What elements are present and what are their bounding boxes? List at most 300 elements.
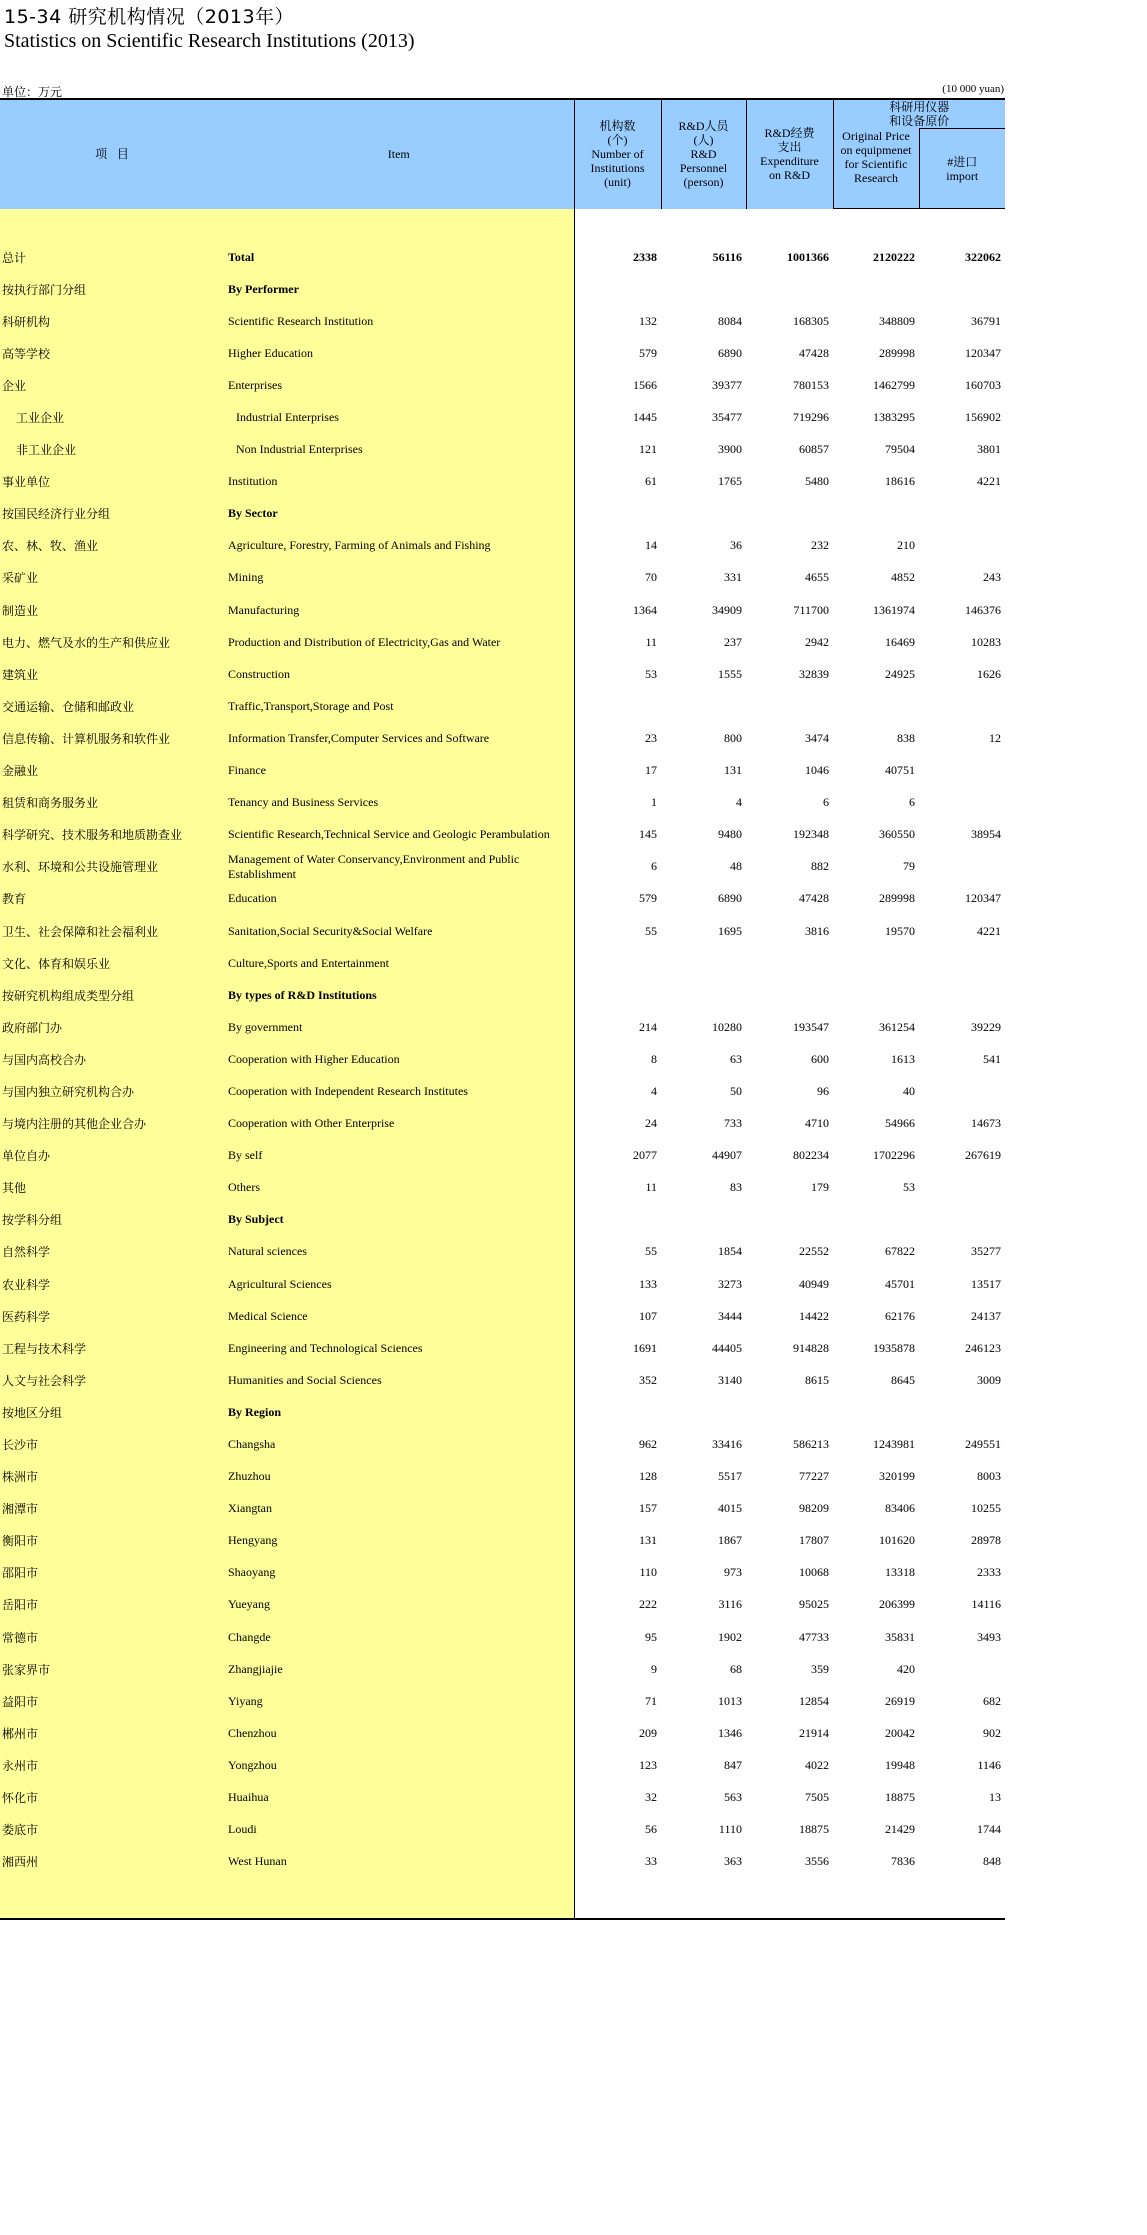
header-rd-expenditure-line: Expenditure [760,154,819,169]
equipment-price-cell: 18616 [885,474,915,489]
institutions-cell: 70 [574,562,661,594]
table-row [0,1075,1005,1107]
import-cell: 541 [983,1051,1002,1066]
row-label-en: Yiyang [224,1685,574,1717]
row-label-cn: 其他 [0,1172,224,1204]
import-cell: 35277 [971,1244,1002,1259]
row-label-en: Culture,Sports and Entertainment [224,947,574,979]
table-row [0,1782,1005,1814]
rd-personnel-cell: 56116 [712,249,742,264]
import-cell: 4221 [977,474,1002,489]
row-label-en: Medical Science [224,1300,574,1332]
import-cell: 848 [983,1854,1002,1869]
row-label-en: Enterprises [224,369,574,401]
rd-expenditure-cell: 3474 [805,730,829,745]
table-row [0,1525,1005,1557]
table-row [0,947,1005,979]
institutions-cell: 56 [574,1814,661,1846]
table-row [0,1621,1005,1653]
row-label-en: Manufacturing [224,594,574,626]
institutions-cell: 579 [574,883,661,915]
rd-expenditure-cell: 3556 [805,1854,829,1869]
rd-expenditure-cell: 359 [811,1661,829,1676]
rd-personnel-cell: 1346 [718,1725,742,1740]
rd-personnel-cell: 733 [724,1116,742,1131]
row-label-en: Changsha [224,1428,574,1460]
institutions-cell [574,979,661,1011]
header-rd-expenditure [746,99,833,209]
institutions-cell: 53 [574,658,661,690]
institutions-cell: 123 [574,1749,661,1781]
row-label-cn: 医药科学 [0,1300,224,1332]
table-row [0,1172,1005,1204]
rd-expenditure-cell: 47428 [799,345,829,360]
rd-personnel-cell: 363 [724,1854,742,1869]
row-label-cn: 政府部门办 [0,1011,224,1043]
header-equipment-price-line: 科研用仪器 [889,100,950,114]
rd-expenditure-cell: 1046 [805,763,829,778]
rd-expenditure-cell [746,273,833,305]
institutions-cell: 132 [574,305,661,337]
row-label-cn: 与国内高校合办 [0,1043,224,1075]
header-import-line: import [946,168,979,183]
institutions-cell: 579 [574,337,661,369]
row-label-cn: 湘西州 [0,1846,224,1878]
import-cell: 13 [989,1790,1002,1805]
header-rd-personnel-line: (person) [683,175,724,190]
row-label-cn: 交通运输、仓储和邮政业 [0,690,224,722]
import-cell [919,755,1005,787]
row-label-cn: 电力、燃气及水的生产和供应业 [0,626,224,658]
equipment-price-cell: 20042 [885,1725,915,1740]
row-label-en: By Region [224,1396,574,1428]
institutions-cell: 11 [574,1172,661,1204]
rd-personnel-cell: 83 [730,1180,742,1195]
institutions-cell: 17 [574,755,661,787]
rd-personnel-cell: 3116 [718,1597,742,1612]
import-cell: 24137 [971,1308,1002,1323]
table-row [0,1140,1005,1172]
import-cell: 1146 [977,1757,1002,1772]
equipment-price-cell: 1243981 [873,1437,915,1452]
header-rd-personnel-line: R&D [690,147,717,162]
institutions-cell: 222 [574,1589,661,1621]
row-label-cn: 与境内注册的其他企业合办 [0,1108,224,1140]
row-label-cn: 科学研究、技术服务和地质勘查业 [0,819,224,851]
spacer-row [0,1878,1005,1919]
row-label-cn: 采矿业 [0,562,224,594]
equipment-price-cell: 24925 [885,666,915,681]
rd-expenditure-cell: 47428 [799,891,829,906]
row-label-cn: 卫生、社会保障和社会福利业 [0,915,224,947]
rd-expenditure-cell: 1001366 [787,249,829,264]
rd-expenditure-cell: 32839 [799,666,829,681]
institutions-cell: 33 [574,1846,661,1878]
row-label-cn: 与国内独立研究机构合办 [0,1075,224,1107]
institutions-cell: 2338 [574,241,661,273]
header-institutions-line: (个) [607,133,628,148]
spacer-row [0,209,1005,242]
institutions-cell: 1 [574,787,661,819]
rd-personnel-cell: 44405 [712,1340,742,1355]
rd-expenditure-cell: 914828 [793,1340,829,1355]
rd-personnel-cell: 563 [724,1790,742,1805]
rd-expenditure-cell: 7505 [805,1790,829,1805]
row-label-cn: 水利、环境和公共设施管理业 [0,851,224,883]
row-label-cn: 常德市 [0,1621,224,1653]
rd-expenditure-cell: 60857 [799,442,829,457]
rd-expenditure-cell: 719296 [793,410,829,425]
institutions-cell: 2077 [574,1140,661,1172]
row-label-en: By self [224,1140,574,1172]
rd-expenditure-cell: 10068 [799,1565,829,1580]
import-cell [919,1653,1005,1685]
institutions-cell [574,273,661,305]
import-cell: 146376 [965,602,1002,617]
row-label-en: By types of R&D Institutions [224,979,574,1011]
rd-expenditure-cell: 802234 [793,1148,829,1163]
row-label-cn: 科研机构 [0,305,224,337]
row-label-en: Management of Water Conservancy,Environment and Public Establishment [224,851,574,883]
table-row [0,626,1005,658]
import-cell: 3801 [977,442,1002,457]
row-label-cn: 长沙市 [0,1428,224,1460]
institutions-cell: 32 [574,1782,661,1814]
rd-personnel-cell [661,947,746,979]
row-label-en: Zhuzhou [224,1461,574,1493]
rd-personnel-cell: 237 [724,634,742,649]
table-title-cn: 15-34 研究机构情况（2013年） [4,6,295,28]
row-label-cn: 农业科学 [0,1268,224,1300]
row-label-en: Agricultural Sciences [224,1268,574,1300]
rd-expenditure-cell: 5480 [805,474,829,489]
rd-personnel-cell: 50 [730,1083,742,1098]
table-row [0,915,1005,947]
import-cell: 10255 [971,1501,1002,1516]
rd-personnel-cell: 1695 [718,923,742,938]
rd-personnel-cell: 8084 [718,313,742,328]
table-row [0,1108,1005,1140]
table-row [0,1814,1005,1846]
equipment-price-cell: 1935878 [873,1340,915,1355]
row-label-cn: 湘潭市 [0,1493,224,1525]
rd-personnel-cell: 1013 [718,1693,742,1708]
equipment-price-cell: 19570 [885,923,915,938]
equipment-price-cell: 2120222 [873,249,915,264]
equipment-price-cell: 8645 [891,1372,915,1387]
equipment-price-cell: 13318 [885,1565,915,1580]
equipment-price-cell: 16469 [885,634,915,649]
row-label-en: Institution [224,466,574,498]
equipment-price-cell: 420 [897,1661,915,1676]
rd-personnel-cell: 44907 [712,1148,742,1163]
import-cell [919,947,1005,979]
institutions-cell: 14 [574,530,661,562]
table-row [0,1717,1005,1749]
rd-expenditure-cell: 2942 [805,634,829,649]
rd-expenditure-cell [746,979,833,1011]
header-rd-personnel [661,99,746,209]
row-label-en: Traffic,Transport,Storage and Post [224,690,574,722]
row-label-cn: 企业 [0,369,224,401]
import-cell [919,1204,1005,1236]
institutions-cell: 128 [574,1461,661,1493]
rd-personnel-cell: 3900 [718,442,742,457]
import-cell [919,690,1005,722]
institutions-cell: 55 [574,915,661,947]
equipment-price-cell: 40 [903,1083,915,1098]
rd-expenditure-cell: 18875 [799,1822,829,1837]
table-row [0,979,1005,1011]
table-row [0,369,1005,401]
import-cell: 10283 [971,634,1002,649]
institutions-cell: 1691 [574,1332,661,1364]
rd-personnel-cell [661,498,746,530]
table-row [0,1364,1005,1396]
row-label-cn: 教育 [0,883,224,915]
equipment-price-cell: 1383295 [873,410,915,425]
equipment-price-cell: 83406 [885,1501,915,1516]
header-equipment-price-line: Research [854,170,898,185]
institutions-cell: 107 [574,1300,661,1332]
equipment-price-cell [833,947,919,979]
table-row [0,851,1005,883]
equipment-price-cell: 289998 [879,345,915,360]
row-label-cn: 按研究机构组成类型分组 [0,979,224,1011]
import-cell [919,1396,1005,1428]
row-label-en: West Hunan [224,1846,574,1878]
rd-personnel-cell: 63 [730,1051,742,1066]
table-row [0,1846,1005,1878]
row-label-cn: 岳阳市 [0,1589,224,1621]
institutions-cell: 962 [574,1428,661,1460]
equipment-price-cell: 6 [909,795,915,810]
equipment-price-cell: 206399 [879,1597,915,1612]
equipment-price-cell: 320199 [879,1469,915,1484]
rd-expenditure-cell: 22552 [799,1244,829,1259]
row-label-en: Scientific Research,Technical Service and Geologic Perambulation [224,819,574,851]
row-label-en: Finance [224,755,574,787]
rd-personnel-cell: 847 [724,1757,742,1772]
rd-personnel-cell: 331 [724,570,742,585]
rd-personnel-cell: 39377 [712,377,742,392]
rd-personnel-cell [661,979,746,1011]
row-label-cn: 建筑业 [0,658,224,690]
rd-expenditure-cell: 12854 [799,1693,829,1708]
row-label-en: Sanitation,Social Security&Social Welfare [224,915,574,947]
table-body [0,209,1005,1919]
rd-expenditure-cell: 40949 [799,1276,829,1291]
import-cell [919,273,1005,305]
row-label-cn: 单位自办 [0,1140,224,1172]
equipment-price-cell: 7836 [891,1854,915,1869]
equipment-price-cell: 26919 [885,1693,915,1708]
header-rd-expenditure-line: on R&D [768,168,810,183]
equipment-price-cell: 79504 [885,442,915,457]
rd-expenditure-cell: 600 [811,1051,829,1066]
table-row [0,466,1005,498]
institutions-cell: 145 [574,819,661,851]
rd-expenditure-cell [746,1204,833,1236]
row-label-en: Yongzhou [224,1749,574,1781]
row-label-en: Natural sciences [224,1236,574,1268]
rd-personnel-cell [661,273,746,305]
rd-expenditure-cell: 780153 [793,377,829,392]
import-cell: 682 [983,1693,1002,1708]
equipment-price-cell: 62176 [885,1308,915,1323]
rd-expenditure-cell: 77227 [799,1469,829,1484]
rd-expenditure-cell: 96 [817,1083,829,1098]
institutions-cell: 61 [574,466,661,498]
row-label-cn: 农、林、牧、渔业 [0,530,224,562]
import-cell: 322062 [965,249,1002,264]
row-label-en: Cooperation with Independent Research Institutes [224,1075,574,1107]
rd-expenditure-cell: 8615 [805,1372,829,1387]
equipment-price-cell: 838 [897,730,915,745]
rd-personnel-cell: 5517 [718,1469,742,1484]
header-equipment-price-line: 和设备原价 [889,114,950,128]
row-label-cn: 总计 [0,241,224,273]
institutions-cell [574,690,661,722]
rd-personnel-cell: 3140 [718,1372,742,1387]
table-row [0,530,1005,562]
table-row [0,1396,1005,1428]
institutions-cell: 8 [574,1043,661,1075]
table-row [0,1461,1005,1493]
rd-personnel-cell: 68 [730,1661,742,1676]
header-equipment-price-en [833,129,919,209]
equipment-price-cell: 289998 [879,891,915,906]
row-label-cn: 邵阳市 [0,1557,224,1589]
table-row [0,1268,1005,1300]
table-header [0,99,1005,209]
rd-personnel-cell: 33416 [712,1437,742,1452]
row-label-cn: 事业单位 [0,466,224,498]
institutions-cell: 133 [574,1268,661,1300]
header-item-en: Item [224,99,574,209]
equipment-price-cell [833,690,919,722]
row-label-en: Industrial Enterprises [224,401,574,433]
institutions-cell [574,947,661,979]
table-row [0,305,1005,337]
rd-expenditure-cell: 179 [811,1180,829,1195]
institutions-cell: 121 [574,434,661,466]
institutions-cell: 23 [574,722,661,754]
import-cell: 3493 [977,1629,1002,1644]
rd-expenditure-cell [746,1396,833,1428]
row-label-cn: 衡阳市 [0,1525,224,1557]
equipment-price-cell: 54966 [885,1116,915,1131]
row-label-cn: 金融业 [0,755,224,787]
row-label-en: By Performer [224,273,574,305]
institutions-cell [574,1204,661,1236]
institutions-cell: 24 [574,1108,661,1140]
row-label-en: Xiangtan [224,1493,574,1525]
header-import [919,129,1005,209]
row-label-en: Tenancy and Business Services [224,787,574,819]
row-label-cn: 工业企业 [0,401,224,433]
row-label-en: Higher Education [224,337,574,369]
row-label-cn: 怀化市 [0,1782,224,1814]
row-label-cn: 娄底市 [0,1814,224,1846]
institutions-cell: 6 [574,851,661,883]
row-label-en: Yueyang [224,1589,574,1621]
rd-personnel-cell: 3273 [718,1276,742,1291]
row-label-en: Information Transfer,Computer Services and Software [224,722,574,754]
table-row [0,1043,1005,1075]
equipment-price-cell: 101620 [879,1533,915,1548]
unit-label-cn: 单位：万元 [2,85,63,99]
equipment-price-cell: 67822 [885,1244,915,1259]
row-label-cn: 益阳市 [0,1685,224,1717]
row-label-cn: 张家界市 [0,1653,224,1685]
table-row [0,562,1005,594]
rd-personnel-cell: 131 [724,763,742,778]
import-cell: 1744 [977,1822,1002,1837]
equipment-price-cell: 45701 [885,1276,915,1291]
equipment-price-cell: 18875 [885,1790,915,1805]
import-cell: 39229 [971,1019,1002,1034]
rd-personnel-cell: 6890 [718,345,742,360]
rd-personnel-cell: 1110 [718,1822,742,1837]
import-cell [919,530,1005,562]
rd-personnel-cell [661,1396,746,1428]
equipment-price-cell [833,273,919,305]
row-label-en: Agriculture, Forestry, Farming of Animals and Fishing [224,530,574,562]
equipment-price-cell: 1613 [891,1051,915,1066]
row-label-cn: 按国民经济行业分组 [0,498,224,530]
table-row [0,498,1005,530]
import-cell: 156902 [965,410,1002,425]
table-row [0,1653,1005,1685]
row-label-en: Zhangjiajie [224,1653,574,1685]
import-cell: 14673 [971,1116,1002,1131]
import-cell [919,787,1005,819]
row-label-en: Huaihua [224,1782,574,1814]
row-label-en: Chenzhou [224,1717,574,1749]
row-label-en: Shaoyang [224,1557,574,1589]
rd-personnel-cell: 973 [724,1565,742,1580]
row-label-cn: 永州市 [0,1749,224,1781]
table-row [0,819,1005,851]
row-label-cn: 工程与技术科学 [0,1332,224,1364]
table-row [0,1011,1005,1043]
import-cell: 1626 [977,666,1002,681]
import-cell: 160703 [965,377,1002,392]
row-label-en: Non Industrial Enterprises [224,434,574,466]
header-institutions-line: Number of [591,147,644,162]
table-row [0,787,1005,819]
institutions-cell [574,498,661,530]
import-cell [919,979,1005,1011]
header-institutions [574,99,661,209]
rd-expenditure-cell [746,690,833,722]
row-label-en: Production and Distribution of Electricity,Gas and Water [224,626,574,658]
import-cell: 8003 [977,1469,1002,1484]
rd-personnel-cell: 10280 [712,1019,742,1034]
institutions-cell: 209 [574,1717,661,1749]
row-label-cn: 按地区分组 [0,1396,224,1428]
rd-personnel-cell: 48 [730,859,742,874]
import-cell: 246123 [965,1340,1002,1355]
import-cell: 249551 [965,1437,1002,1452]
header-item-cn: 项 目 [0,99,224,209]
rd-personnel-cell: 1765 [718,474,742,489]
equipment-price-cell: 210 [897,538,915,553]
rd-expenditure-cell: 3816 [805,923,829,938]
row-label-cn: 郴州市 [0,1717,224,1749]
rd-expenditure-cell: 6 [823,795,829,810]
